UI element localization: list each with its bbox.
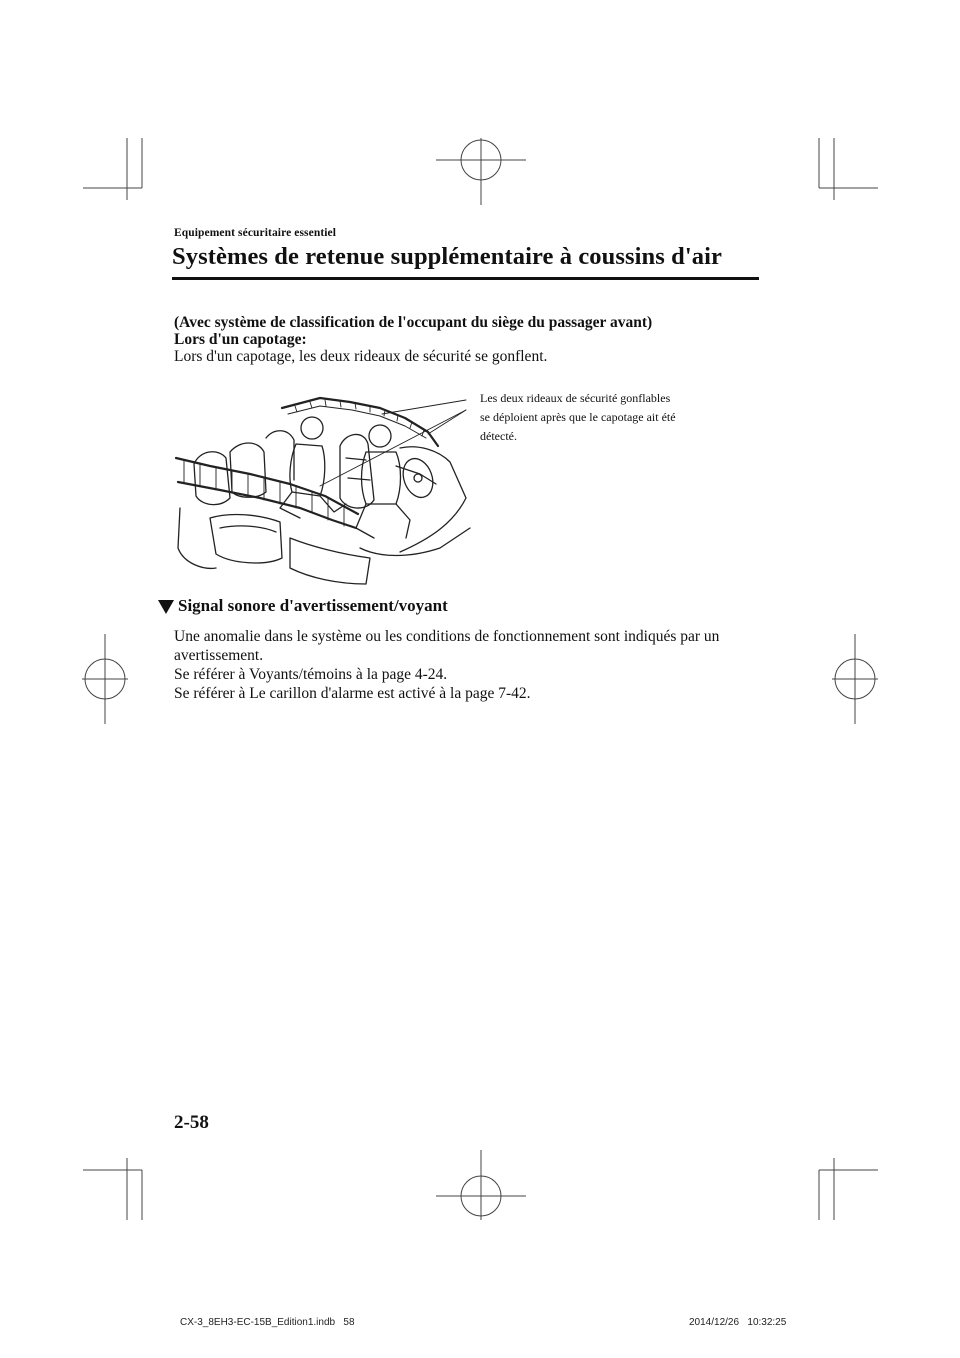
callout-line: se déploient après que le capotage ait été [480, 410, 676, 424]
warning-line: Se référer à Le carillon d'alarme est activé à la page 7-42. [174, 685, 531, 702]
page-title: Systèmes de retenue supplémentaire à coussins d'air [172, 243, 722, 270]
footer-file-info: CX-3_8EH3-EC-15B_Edition1.indb 58 [180, 1317, 355, 1328]
warning-paragraph [174, 627, 719, 703]
warning-line: Une anomalie dans le système ou les conditions de fonctionnement sont indiqués par un [174, 628, 720, 645]
triangle-down-icon [158, 600, 174, 614]
curtain-airbag-illustration [170, 388, 480, 588]
callout-line: détecté. [480, 429, 517, 443]
intro-condition: (Avec système de classification de l'occupant du siège du passager avant) [174, 314, 653, 331]
intro-text: Lors d'un capotage, les deux rideaux de sécurité se gonflent. [174, 348, 548, 365]
warning-heading-text: Signal sonore d'avertissement/voyant [178, 596, 448, 615]
warning-heading [158, 596, 448, 616]
section-label: Equipement sécuritaire essentiel [174, 227, 337, 239]
intro-subheading: Lors d'un capotage: [174, 331, 307, 348]
warning-line: avertissement. [174, 647, 264, 664]
page-number: 2-58 [174, 1112, 209, 1133]
warning-line: Se référer à Voyants/témoins à la page 4-24. [174, 666, 448, 683]
title-divider [172, 277, 759, 280]
footer-timestamp: 2014/12/26 10:32:25 [689, 1317, 787, 1328]
figure-callout [480, 389, 750, 446]
callout-line: Les deux rideaux de sécurité gonflables [480, 391, 671, 405]
